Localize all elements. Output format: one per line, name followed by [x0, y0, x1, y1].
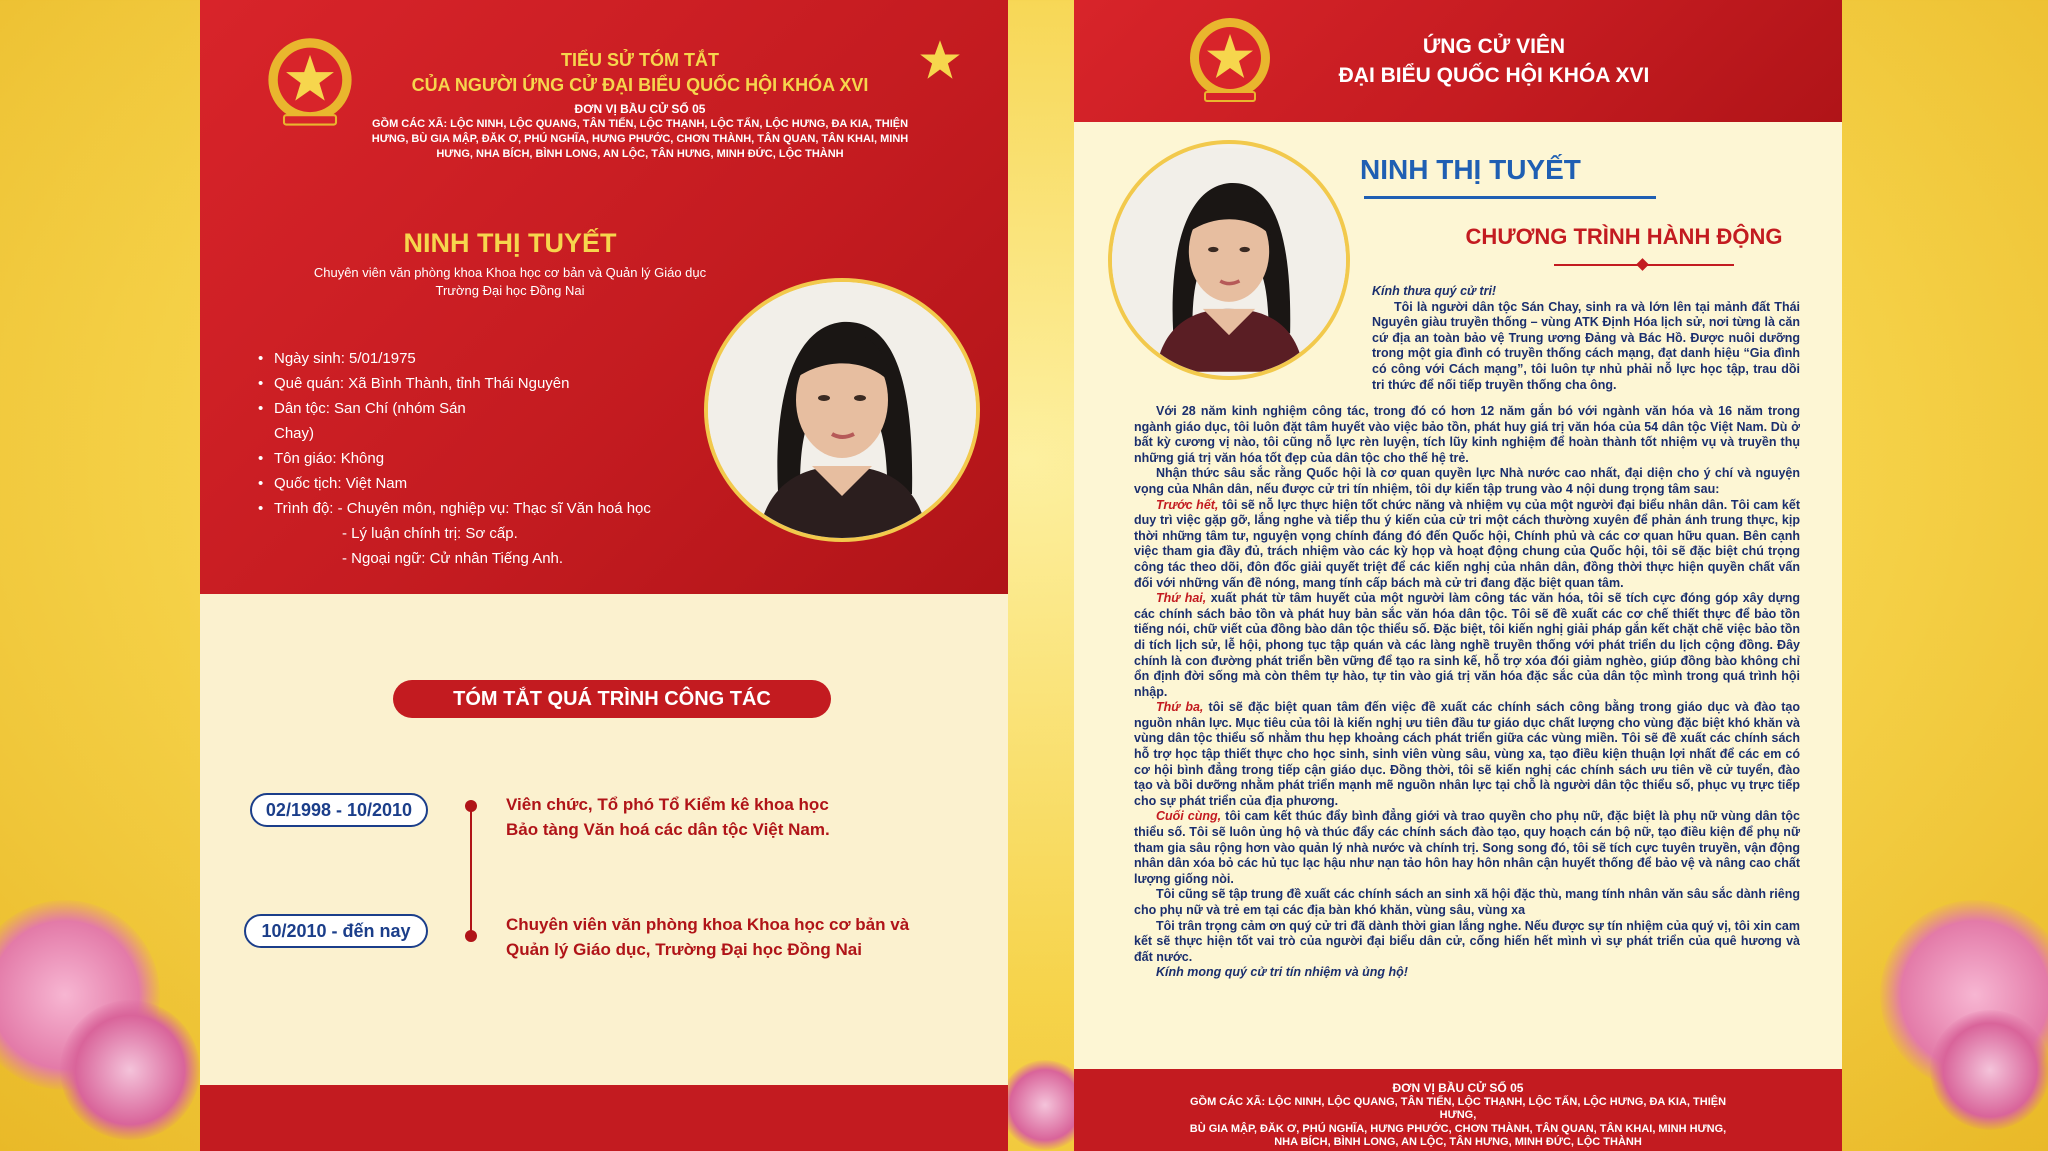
biography-footer-band — [200, 1085, 1008, 1151]
foreign-language: - Ngoại ngữ: Cử nhân Tiếng Anh. — [342, 550, 564, 567]
letter-paragraph: Trước hết, tôi sẽ nỗ lực thực hiện tốt chức năng và nhiệm vụ của một người đại biểu nhân dân. Tôi cam kết duy trì việc gặp gỡ, lắng nghe và tiếp thu ý kiến của cử tri một cách thường xuyên để phản ánh trung thực, kịp thời những tâm tư, nguyện vọng chính đáng đó đến Quốc hội, Chính phủ và các cơ quan hữu quan. Bên cạnh việc tham gia đầy đủ, trách nhiệm vào các kỳ họp và hoạt động chung của Quốc hội, tôi sẽ đặc biệt chú trọng công tác theo dõi, đôn đốc giải quyết triệt để các kiến nghị của nhân dân, đồng thời thực hiện quyền chất vấn đối với những vấn đề nóng, mang tính cấp bách mà cử tri đang đặc biệt quan tâm. — [1134, 497, 1800, 590]
divider-diamond-icon — [1636, 258, 1649, 271]
name-underline — [1364, 196, 1656, 199]
gold-star-icon — [918, 38, 962, 82]
letter-body — [1134, 404, 1800, 981]
greeting: Kính thưa quý cử tri! — [1372, 284, 1497, 298]
education: • Trình độ: - Chuyên môn, nghiệp vụ: Thạc sĩ Văn hoá học — [256, 496, 716, 521]
letter-paragraph: Thứ ba, tôi sẽ đặc biệt quan tâm đến việc đề xuất các chính sách công bằng trong giáo dục và đào tạo nguồn nhân lực. Mục tiêu của tôi là kiến nghị ưu tiên đầu tư giáo dục chất lượng cho vùng đặc biệt khó khăn và vùng dân tộc thiểu số nhằm thu hẹp khoảng cách phát triển giữa các vùng miền. Tôi sẽ đề xuất các chính sách hỗ trợ học tập thiết thực cho học sinh, sinh viên vùng sâu, vùng xa, tạo điều kiện thuận lợi nhất để các em có cơ hội bình đẳng trong tiếp cận giáo dục. Đồng thời, tôi sẽ kiến nghị các chính sách ưu tiên về cử tuyển, đào tạo và bồi dưỡng nhằm phát triển mạnh mẽ nguồn nhân lực tại chỗ là người dân tộc thiểu số, phục vụ trực tiếp cho sự phát triển của địa phương. — [1134, 700, 1801, 808]
personal-details — [256, 346, 716, 571]
nationality: • Quốc tịch: Việt Nam — [256, 471, 716, 496]
letter-intro — [1372, 284, 1800, 393]
candidate-portrait — [704, 278, 980, 542]
program-header-title: ỨNG CỬ VIÊN ĐẠI BIỂU QUỐC HỘI KHÓA XVI — [1338, 35, 1650, 87]
action-program-panel — [1074, 0, 1842, 1151]
career-description: Chuyên viên văn phòng khoa Khoa học cơ bản và Quản lý Giáo dục, Trường Đại học Đồng Nai — [506, 915, 910, 959]
political-theory: - Lý luận chính trị: Sơ cấp. — [342, 525, 518, 542]
timeline-dot — [465, 930, 477, 942]
career-period: 02/1998 - 10/2010 — [250, 793, 428, 827]
closing-line: Kính mong quý cử tri tín nhiệm và ủng hộ! — [1156, 965, 1408, 980]
letter-paragraph: Tôi là người dân tộc Sán Chay, sinh ra và lớn lên tại mảnh đất Thái Nguyên giàu truyền thống – vùng ATK Định Hóa lịch sử, nơi từng là căn cứ địa an toàn bảo vệ Trung ương Đảng và Bác Hồ. Được nuôi dưỡng trong một gia đình có truyền thống cách mạng, đạt danh hiệu “Gia đình có công với Cách mạng”, tôi luôn tự nhủ phải nỗ lực học tập, trau dồi tri thức để nối tiếp truyền thống cha ông. — [1372, 299, 1800, 392]
biography-title: TIỂU SỬ TÓM TẮT CỦA NGƯỜI ỨNG CỬ ĐẠI BIỂU QUỐC HỘI KHÓA XVI — [411, 50, 869, 95]
portrait-figure — [708, 282, 976, 538]
candidate-position: Chuyên viên văn phòng khoa Khoa học cơ bản và Quản lý Giáo dục Trường Đại học Đồng Nai — [313, 265, 707, 298]
candidate-name: NINH THỊ TUYẾT — [403, 228, 617, 258]
portrait-figure — [1112, 144, 1346, 376]
career-description: Viên chức, Tổ phó Tổ Kiểm kê khoa học Bảo tàng Văn hoá các dân tộc Việt Nam. — [506, 795, 830, 839]
ethnicity-continued: Chay) — [274, 425, 315, 442]
letter-paragraph: Thứ hai, xuất phát từ tâm huyết của một người làm công tác văn hóa, tôi sẽ tích cực đóng góp xây dựng các chính sách bảo tồn và phát huy bản sắc văn hóa dân tộc. Tôi sẽ đề xuất các cơ chế thiết thực để bảo tồn tiếng nói, chữ viết của đồng bào dân tộc thiểu số. Đặc biệt, tôi kiến nghị giải pháp gắn kết chặt chẽ việc bảo tồn di tích lịch sử, lễ hội, phong tục tập quán và các làng nghề truyền thống với phát triển du lịch cộng đồng. Đây chính là con đường phát triển bền vững để tạo ra sinh kế, hỗ trợ xóa đói giảm nghèo, giúp đồng bào không chỉ ổn định đời sống mà còn thêm tự hào, tự tin vào giá trị văn hóa đặc sắc của dân tộc mình trong quá trình hội nhập. — [1134, 591, 1801, 699]
letter-paragraph: Tôi cũng sẽ tập trung đề xuất các chính sách an sinh xã hội đặc thù, mang tính nhân văn sâu sắc dành riêng cho phụ nữ và trẻ em tại các địa bàn khó khăn, vùng sâu, vùng xa — [1134, 887, 1800, 917]
birth-date: • Ngày sinh: 5/01/1975 — [256, 346, 716, 371]
program-footer-district: ĐƠN VỊ BẦU CỬ SỐ 05 GỒM CÁC XÃ: LỘC NINH, LỘC QUANG, TÂN TIẾN, LỘC THẠNH, LỘC TẤN, LỘC HƯNG, ĐA KIA, THIỆN HƯNG, BÙ GIA MẬP, ĐĂK Ơ, PHÚ NGHĨA, HƯNG PHƯỚC, CHƠN THÀNH, TÂN QUAN, TÂN KHAI, MINH HƯNG, NHA BÍCH, BÌNH LONG, AN LỘC, TÂN HƯNG, MINH ĐỨC, LỘC THÀNH — [1189, 1081, 1727, 1148]
national-emblem-icon — [258, 32, 362, 136]
hometown: • Quê quán: Xã Bình Thành, tỉnh Thái Nguyên — [256, 371, 716, 396]
letter-paragraph: Nhận thức sâu sắc rằng Quốc hội là cơ quan quyền lực Nhà nước cao nhất, đại diện cho ý chí và nguyện vọng của Nhân dân, nếu được cử tri tín nhiệm, tôi dự kiến tập trung vào 4 nội dung trọng tâm sau: — [1134, 466, 1800, 496]
career-period: 10/2010 - đến nay — [244, 914, 428, 948]
candidate-portrait — [1108, 140, 1350, 380]
lotus-flower-left-2 — [60, 1000, 200, 1140]
program-title: CHƯƠNG TRÌNH HÀNH ĐỘNG — [1465, 224, 1783, 249]
letter-paragraph: Tôi trân trọng cảm ơn quý cử tri đã dành thời gian lắng nghe. Nếu được sự tín nhiệm của quý vị, tôi xin cam kết sẽ thực hiện tốt vai trò của người đại biểu dân cử, cống hiến hết mình vì sự phát triển của quê hương và đất nước. — [1134, 918, 1800, 964]
candidate-name: NINH THỊ TUYẾT — [1360, 154, 1581, 185]
biography-panel — [200, 0, 1008, 1151]
timeline-line — [470, 806, 472, 936]
electoral-district: ĐƠN VỊ BẦU CỬ SỐ 05 GỒM CÁC XÃ: LỘC NINH, LỘC QUANG, TÂN TIẾN, LỘC THẠNH, LỘC TẤN, LỘC HƯNG, ĐA KIA, THIỆN HƯNG, BÙ GIA MẬP, ĐĂK Ơ, PHÚ NGHĨA, HƯNG PHƯỚC, CHƠN THÀNH, TÂN QUAN, TÂN KHAI, MINH HƯNG, NHA BÍCH, BÌNH LONG, AN LỘC, TÂN HƯNG, MINH ĐỨC, LỘC THÀNH — [371, 102, 909, 160]
lotus-flower-right-2 — [1930, 1010, 2048, 1130]
letter-paragraph: Cuối cùng, tôi cam kết thúc đẩy bình đẳng giới và trao quyền cho phụ nữ, đặc biệt là phụ nữ vùng dân tộc thiểu số. Tôi sẽ luôn ủng hộ và thúc đẩy các chính sách đào tạo, quy hoạch cán bộ nữ, tạo điều kiện để phụ nữ tham gia sâu rộng hơn vào quản lý nhà nước và chính trị. Song song đó, tôi sẽ tích cực tuyên truyền, vận động nhân dân xóa bỏ các hủ tục lạc hậu như nạn tảo hôn hay hôn nhân cận huyết thống để bảo vệ và nâng cao chất lượng giống nòi. — [1134, 809, 1801, 886]
religion: • Tôn giáo: Không — [256, 446, 716, 471]
ethnicity: • Dân tộc: San Chí (nhóm Sán — [256, 396, 716, 421]
career-heading: TÓM TẮT QUÁ TRÌNH CÔNG TÁC — [393, 680, 831, 718]
letter-paragraph: Với 28 năm kinh nghiệm công tác, trong đó có hơn 12 năm gắn bó với ngành văn hóa và 16 năm trong ngành giáo dục, tôi luôn đặt tâm huyết vào việc bảo tồn, phát huy giá trị văn hóa của 54 dân tộc Việt Nam. Dù ở bất kỳ cương vị nào, tôi cũng nỗ lực rèn luyện, tích lũy kinh nghiệm để hoàn thành tốt nhiệm vụ và truyền thụ những giá trị văn hóa tốt đẹp của dân tộc cho thế hệ trẻ. — [1134, 404, 1800, 465]
timeline-dot — [465, 800, 477, 812]
